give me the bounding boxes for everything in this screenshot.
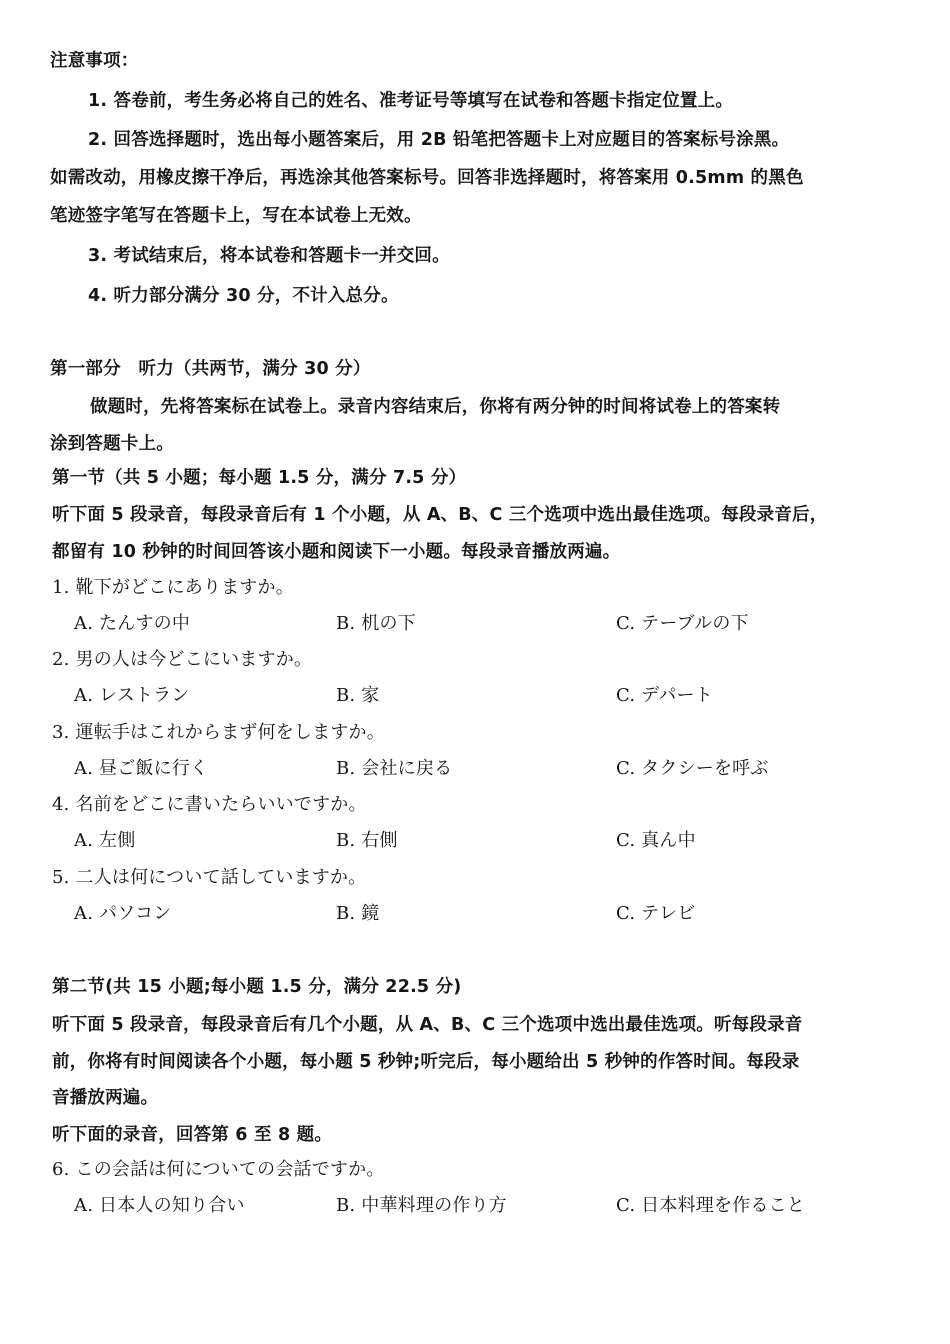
question-1: 1. 靴下がどこにありますか。 [52, 577, 294, 598]
section2-subheading: 听下面的录音，回答第 6 至 8 题。 [52, 1125, 333, 1145]
part1-intro-line-2: 涂到答题卡上。 [50, 434, 174, 454]
question-3: 3. 運転手はこれからまず何をしますか。 [52, 722, 385, 743]
question-1-option-a: A. たんすの中 [74, 613, 191, 634]
section2-heading: 第二节(共 15 小题;每小题 1.5 分，满分 22.5 分) [52, 977, 462, 997]
notice-item-2-line-3: 笔迹签字笔写在答题卡上，写在本试卷上无效。 [50, 206, 422, 226]
question-5-option-a: A. パソコン [74, 903, 172, 924]
part1-intro-line-1: 做题时，先将答案标在试卷上。录音内容结束后，你将有两分钟的时间将试卷上的答案转 [90, 397, 781, 417]
question-4-option-a: A. 左側 [74, 830, 136, 851]
question-2: 2. 男の人は今どこにいますか。 [52, 649, 313, 670]
notice-item-3: 3. 考试结束后，将本试卷和答题卡一并交回。 [88, 246, 450, 266]
question-2-option-a: A. レストラン [74, 685, 190, 706]
question-6-option-b: B. 中華料理の作り方 [336, 1195, 507, 1216]
notice-title: 注意事项： [50, 51, 139, 71]
notice-item-1: 1. 答卷前，考生务必将自己的姓名、准考证号等填写在试卷和答题卡指定位置上。 [88, 91, 734, 111]
question-6: 6. この会話は何についての会話ですか。 [52, 1159, 385, 1180]
question-2-option-b: B. 家 [336, 685, 380, 706]
question-6-option-a: A. 日本人の知り合い [74, 1195, 245, 1216]
question-5: 5. 二人は何について話していますか。 [52, 867, 367, 888]
question-4: 4. 名前をどこに書いたらいいですか。 [52, 794, 367, 815]
section1-instructions-line-1: 听下面 5 段录音，每段录音后有 1 个小题，从 A、B、C 三个选项中选出最佳选项。每段录音后， [52, 505, 828, 525]
question-1-option-b: B. 机の下 [336, 613, 416, 634]
question-5-option-b: B. 鏡 [336, 903, 380, 924]
question-3-option-a: A. 昼ご飯に行く [74, 758, 209, 779]
section1-instructions-line-2: 都留有 10 秒钟的时间回答该小题和阅读下一小题。每段录音播放两遍。 [52, 542, 621, 562]
question-6-option-c: C. 日本料理を作ること [616, 1195, 805, 1216]
part1-heading: 第一部分 听力（共两节，满分 30 分） [50, 359, 371, 379]
question-5-option-c: C. テレビ [616, 903, 696, 924]
section2-instructions-line-2: 前，你将有时间阅读各个小题，每小题 5 秒钟;听完后，每小题给出 5 秒钟的作答时间。每段录 [52, 1052, 800, 1072]
question-4-option-b: B. 右側 [336, 830, 398, 851]
section2-instructions-line-1: 听下面 5 段录音，每段录音后有几个小题，从 A、B、C 三个选项中选出最佳选项。听每段录音 [52, 1015, 803, 1035]
section1-heading: 第一节（共 5 小题；每小题 1.5 分，满分 7.5 分） [52, 468, 467, 488]
notice-item-4: 4. 听力部分满分 30 分，不计入总分。 [88, 286, 399, 306]
notice-item-2-line-1: 2. 回答选择题时，选出每小题答案后，用 2B 铅笔把答题卡上对应题目的答案标号涂黑。 [88, 130, 790, 150]
question-2-option-c: C. デパート [616, 685, 713, 706]
question-4-option-c: C. 真ん中 [616, 830, 696, 851]
question-1-option-c: C. テーブルの下 [616, 613, 749, 634]
question-3-option-b: B. 会社に戻る [336, 758, 453, 779]
question-3-option-c: C. タクシーを呼ぶ [616, 758, 769, 779]
section2-instructions-line-3: 音播放两遍。 [52, 1088, 159, 1108]
notice-item-2-line-2: 如需改动，用橡皮擦干净后，再选涂其他答案标号。回答非选择题时，将答案用 0.5mm 的黑色 [50, 168, 804, 188]
